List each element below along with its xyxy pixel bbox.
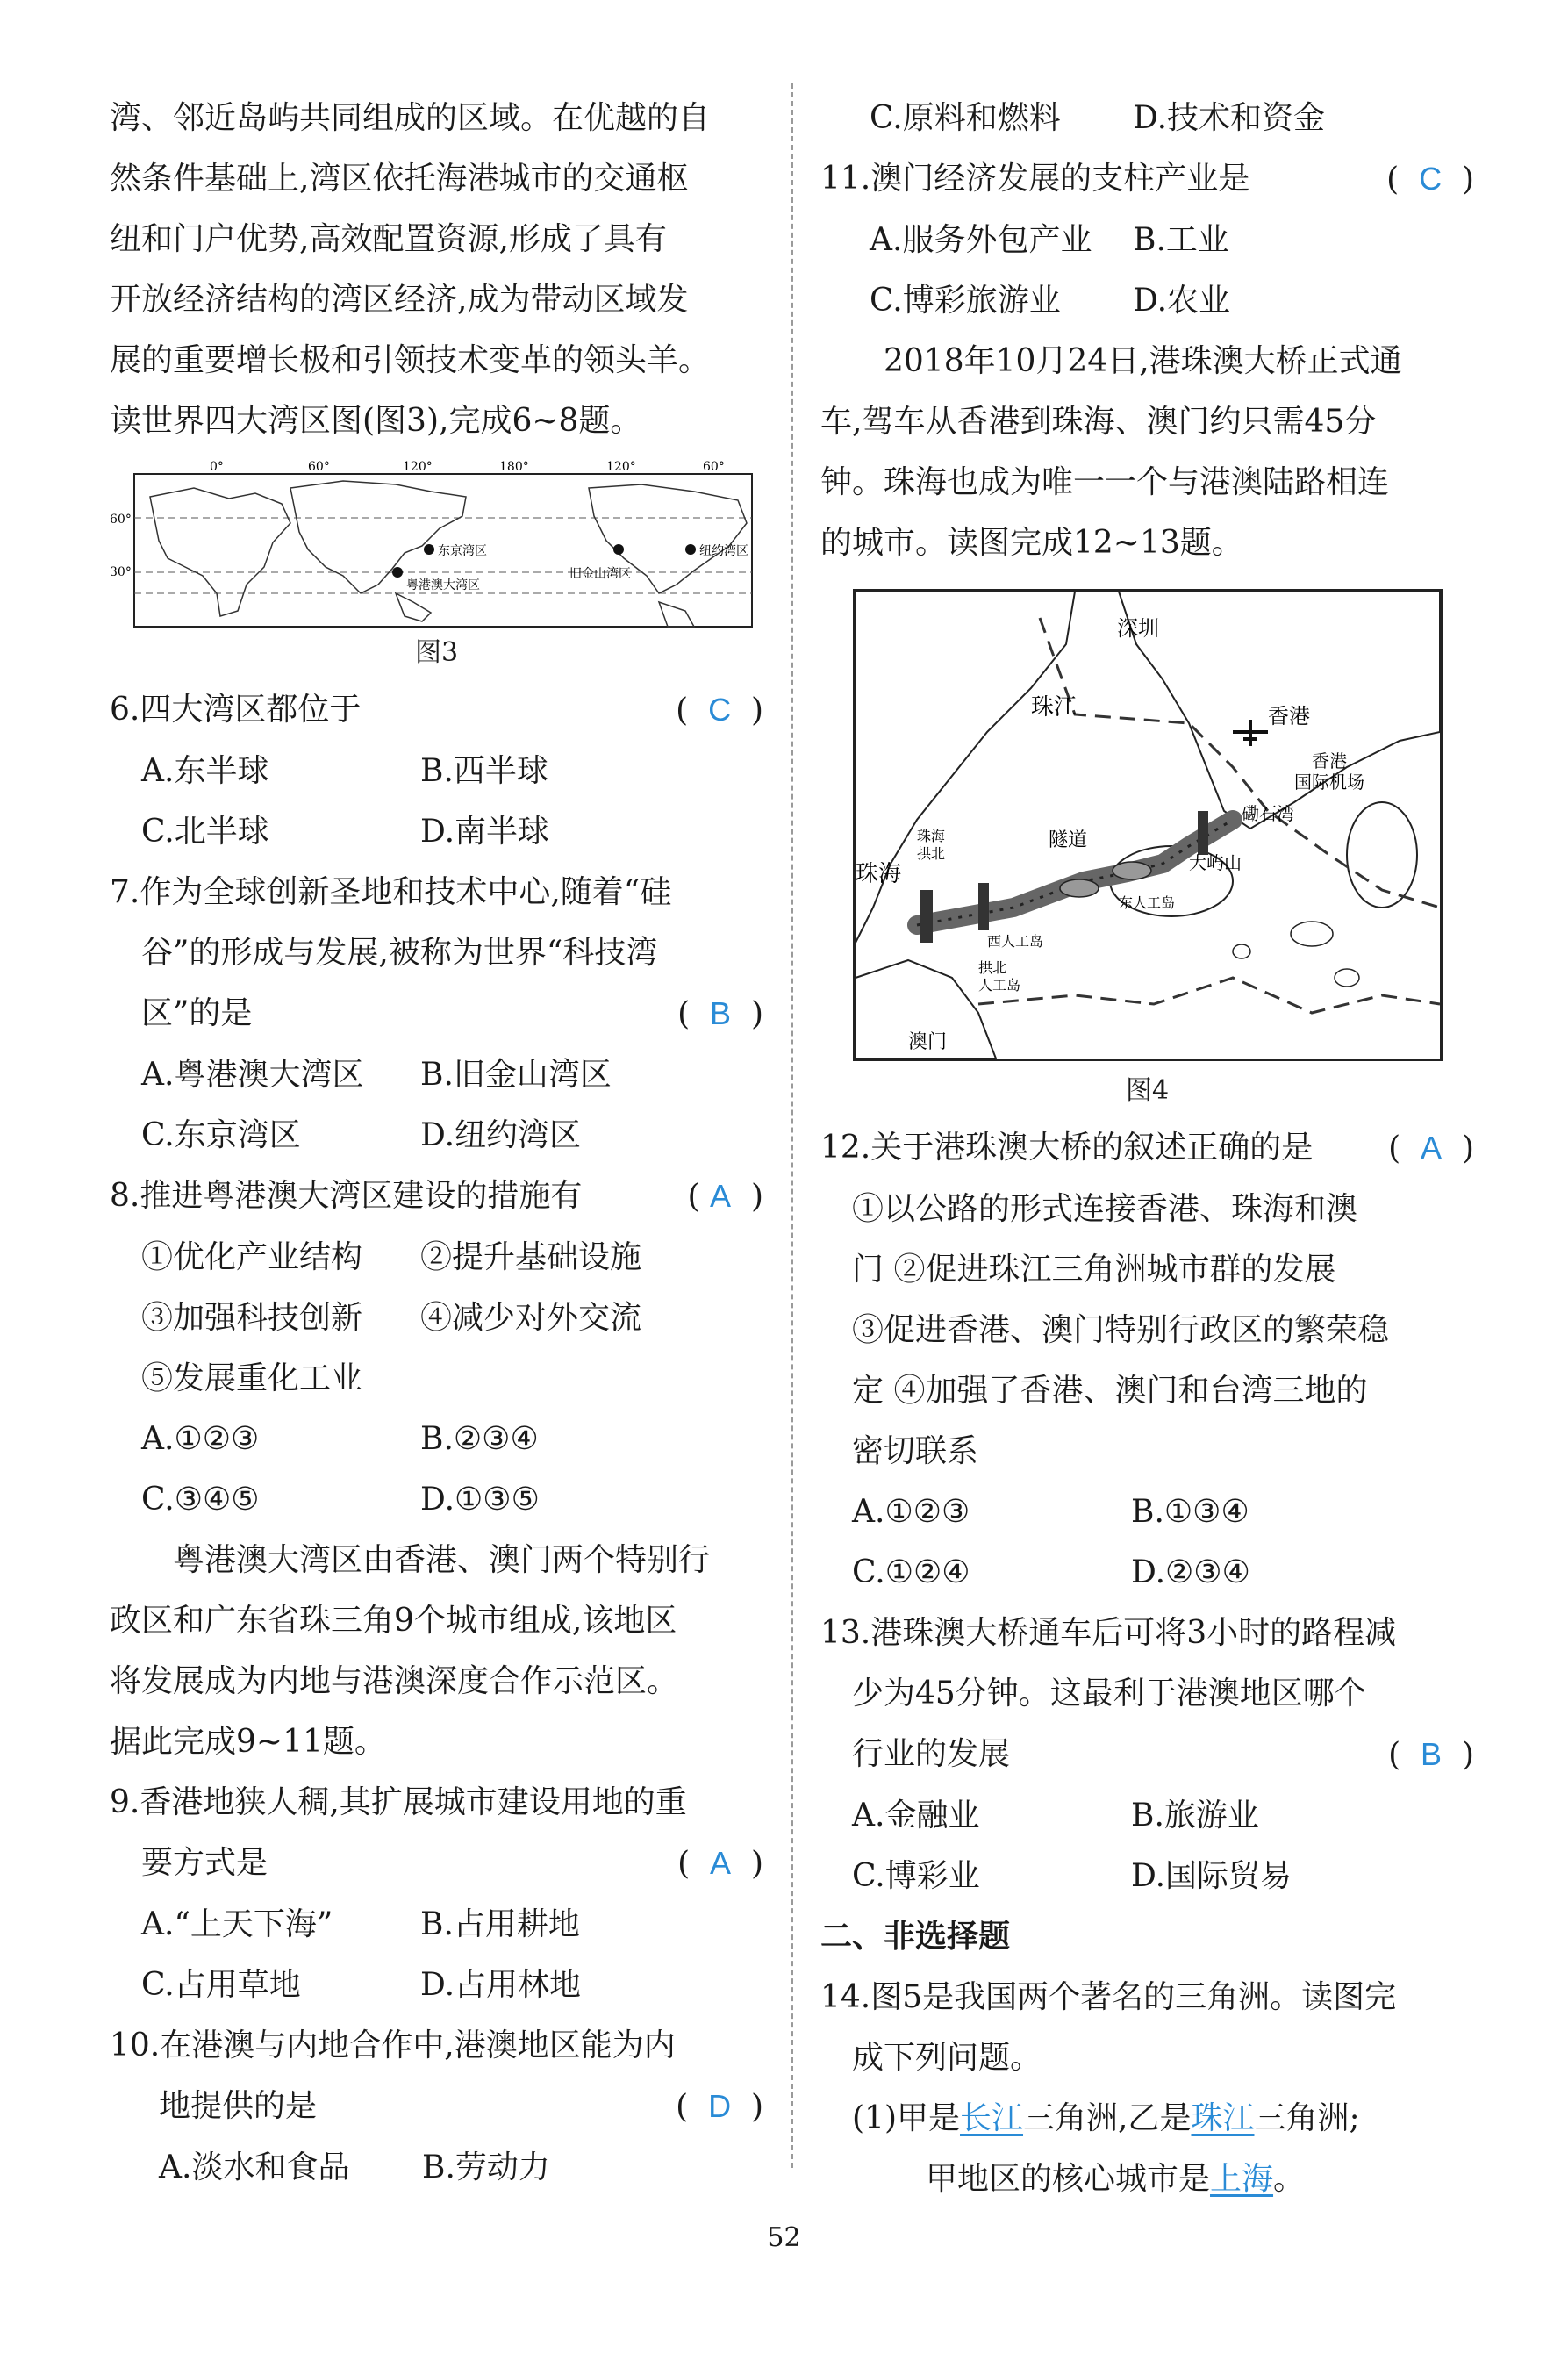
q14-sub1-suffix: 三角洲; [1254,2100,1360,2136]
q13-stem: 行业的发展 [852,1736,1011,1772]
q8-answer: A [710,1178,732,1214]
q8-item-5: ⑤发展重化工业 [141,1360,363,1396]
q7-stem: 区”的是 [141,995,253,1031]
q11-option-d: D.农业 [1133,283,1231,319]
q10-answer: D [708,2088,732,2124]
intro-line: 展的重要增长极和引领技术变革的领头羊。 [110,342,711,378]
q8-item-3: ③加强科技创新 [141,1300,363,1336]
q7-stem: 7.作为全球创新圣地和技术中心,随着“硅 [110,874,672,910]
q11-answer: C [1419,161,1443,197]
q12-line: ①以公路的形式连接香港、珠海和澳 [852,1191,1358,1227]
q13-option-b: B.旅游业 [1131,1798,1259,1834]
label-west-island: 西人工岛 [987,933,1044,950]
q11-stem: 11.澳门经济发展的支柱产业是 [820,161,1250,197]
east-island [1113,862,1151,879]
q7-answer: B [710,995,732,1031]
label-hongkong: 香港 [1268,704,1310,728]
figure-4-bridge-map [853,589,1443,1061]
label-shenzhen: 深圳 [1117,616,1159,641]
q14-sub1-prefix: (1)甲是 [852,2100,960,2136]
intro-line: 湾、邻近岛屿共同组成的区域。在优越的自 [110,100,711,136]
q12-option-c: C.①②④ [852,1554,970,1590]
sf-bay-point [613,544,624,555]
lat-label: 60° [110,513,132,527]
world-bay-areas-map [110,460,755,628]
question-6 [110,679,763,741]
label-zhuhai: 珠海 [856,861,902,887]
label-guangdong: 粤港澳大湾区 [406,578,480,592]
q9-option-a: A.“上天下海” [141,1906,333,1942]
right-column [820,88,1474,2209]
answer-paren: ( A ) [677,1845,763,1882]
q13-option-c: C.博彩业 [852,1858,980,1894]
q6-option-c: C.北半球 [141,814,269,850]
lon-label: 120° [403,460,433,474]
answer-paren: ( D ) [676,2088,763,2125]
q7-stem: 谷”的形成与发展,被称为世界“科技湾 [141,935,658,971]
q14-stem: 成下列问题。 [852,2040,1042,2076]
q10-stem: 10.在港澳与内地合作中,港澳地区能为内 [110,2027,676,2063]
q9-option-c: C.占用草地 [141,1967,301,2003]
answer-paren: ( A ) [687,1178,763,1215]
q10-option-c: C.原料和燃料 [870,100,1061,136]
q11-option-a: A.服务外包产业 [870,222,1092,258]
q11-option-b: B.工业 [1133,222,1229,258]
q6-option-b: B.西半球 [420,753,548,789]
figure-3-world-map [110,460,755,628]
page-number: 52 [767,2222,801,2253]
q9-option-d: D.占用林地 [420,1967,582,2003]
q11-options-row [820,210,1474,270]
lon-label: 120° [606,460,636,474]
passage3-line: 的城市。读图完成12~13题。 [820,525,1243,561]
q7-options-row [110,1044,763,1105]
q6-option-a: A.东半球 [141,753,269,789]
lon-label: 60° [703,460,725,474]
lon-label: 0° [210,460,224,474]
q12-option-d: D.②③④ [1131,1554,1250,1590]
q12-option-b: B.①③④ [1131,1494,1249,1530]
q14-sub1-mid: 三角洲,乙是 [1023,2100,1192,2136]
lon-label: 60° [308,460,330,474]
figure-4-caption: 图4 [1125,1075,1170,1106]
q6-answer: C [708,692,732,728]
q14-line2-suffix: 。 [1273,2161,1306,2197]
q13-stem: 13.港珠澳大桥通车后可将3小时的路程减 [820,1615,1397,1651]
q7-option-a: A.粤港澳大湾区 [141,1057,364,1093]
west-island [1060,879,1099,897]
hzmb-map [856,592,1440,1059]
q8-item-2: ②提升基础设施 [420,1239,642,1275]
label-gongbei-ren-1: 拱北 [978,959,1007,976]
passage3-line: 钟。珠海也成为唯一一个与港澳陆路相连 [820,464,1390,500]
q8-option-c: C.③④⑤ [141,1482,260,1518]
answer-paren: ( C ) [1386,161,1474,197]
q14-stem: 14.图5是我国两个著名的三角洲。读图完 [820,1979,1397,2015]
q13-stem: 少为45分钟。这最利于港澳地区哪个 [852,1676,1366,1712]
q9-options-row [110,1894,763,1955]
question-7-end [110,983,763,1044]
q14-fill-1: 长江 [960,2100,1024,2136]
q9-stem: 要方式是 [141,1845,268,1881]
q13-options-row [820,1846,1474,1906]
q8-options-row [110,1409,763,1469]
q12-line: 密切联系 [852,1433,979,1469]
intro-line: 开放经济结构的湾区经济,成为带动区域发 [110,282,689,318]
q6-options-row [110,741,763,801]
question-12 [820,1117,1474,1179]
guangdong-bay-point [392,567,403,578]
label-airport-2: 国际机场 [1294,772,1364,793]
q10-option-a: A.淡水和食品 [159,2149,350,2185]
ny-bay-point [685,544,696,555]
intro-line: 读世界四大湾区图(图3),完成6~8题。 [110,403,642,439]
label-gongbei-ren-2: 人工岛 [978,977,1021,994]
q9-options-row [110,1955,763,2015]
q14-line2-prefix: 甲地区的核心城市是 [926,2161,1211,2197]
q13-option-d: D.国际贸易 [1131,1858,1292,1894]
q10-option-b: B.劳动力 [422,2149,550,2185]
question-13-end [820,1724,1474,1785]
passage3-line: 2018年10月24日,港珠澳大桥正式通 [884,343,1402,379]
q14-fill-3: 上海 [1210,2161,1274,2197]
question-8 [110,1166,763,1227]
column-divider [791,83,793,2168]
q9-answer: A [710,1845,732,1881]
passage2-line: 据此完成9~11题。 [110,1724,386,1760]
q8-option-a: A.①②③ [141,1421,260,1457]
q10-stem: 地提供的是 [159,2088,318,2124]
q12-answer: A [1421,1130,1443,1166]
q12-option-a: A.①②③ [852,1494,970,1530]
q9-option-b: B.占用耕地 [420,1906,580,1942]
q12-line: 门 ②促进珠江三角洲城市群的发展 [852,1252,1336,1288]
intro-line: 纽和门户优势,高效配置资源,形成了具有 [110,221,667,257]
q10-options-row-cont [820,88,1474,148]
q12-stem: 12.关于港珠澳大桥的叙述正确的是 [820,1130,1314,1166]
q14-fill-2: 珠江 [1191,2100,1255,2136]
q14-sub1-line2 [820,2149,1474,2209]
q8-items-row [110,1288,763,1348]
lon-label: 180° [499,460,529,474]
q12-line: ③促进香港、澳门特别行政区的繁荣稳 [852,1312,1390,1348]
q6-options-row [110,801,763,862]
passage3-line: 车,驾车从香港到珠海、澳门约只需45分 [820,404,1377,440]
label-zhujiang: 珠江 [1031,694,1078,721]
label-gongbei-1: 珠海 [917,828,946,844]
q8-option-b: B.②③④ [420,1421,539,1457]
bridge-pylon [920,890,933,943]
tokyo-bay-point [424,544,434,555]
bridge-pylon [978,883,989,930]
section-heading: 二、非选择题 [820,1919,1011,1955]
q12-options-row [820,1542,1474,1603]
q11-option-c: C.博彩旅游业 [870,283,1061,319]
q6-option-d: D.南半球 [420,814,550,850]
q13-options-row [820,1785,1474,1846]
q14-sub1 [820,2088,1474,2149]
q6-stem: 6.四大湾区都位于 [110,692,362,728]
label-gongbei-2: 拱北 [917,845,946,862]
label-macau: 澳门 [908,1031,948,1053]
answer-paren: ( B ) [677,995,763,1032]
label-ny: 纽约湾区 [699,544,748,558]
q13-answer: B [1421,1736,1443,1772]
label-shanshiwan: 磡石湾 [1242,803,1294,824]
q11-options-row [820,270,1474,331]
lat-label: 30° [110,565,132,579]
question-9-end [110,1833,763,1894]
left-column [110,88,763,2198]
q12-line: 定 ④加强了香港、澳门和台湾三地的 [852,1373,1368,1409]
label-airport-1: 香港 [1312,750,1347,772]
intro-line: 然条件基础上,湾区依托海港城市的交通枢 [110,161,689,197]
answer-paren: ( B ) [1388,1736,1474,1773]
q10-option-d: D.技术和资金 [1133,100,1326,136]
q9-stem: 9.香港地狭人稠,其扩展城市建设用地的重 [110,1784,687,1820]
q8-options-row [110,1469,763,1530]
question-11 [820,148,1474,210]
label-tokyo: 东京湾区 [438,544,487,558]
q13-option-a: A.金融业 [852,1798,980,1834]
q8-item-1: ①优化产业结构 [141,1239,363,1275]
q7-option-d: D.纽约湾区 [420,1117,582,1153]
q8-item-4: ④减少对外交流 [420,1300,642,1336]
q7-option-c: C.东京湾区 [141,1117,301,1153]
passage2-line: 政区和广东省珠三角9个城市组成,该地区 [110,1603,677,1639]
passage2-line: 粤港澳大湾区由香港、澳门两个特别行 [173,1542,711,1578]
label-tunnel: 隧道 [1049,829,1088,851]
label-lantau: 大屿山 [1189,852,1242,873]
figure-3-caption: 图3 [414,637,459,668]
bridge-pylon [1198,811,1208,855]
q8-stem: 8.推进粤港澳大湾区建设的措施有 [110,1178,583,1214]
q7-option-b: B.旧金山湾区 [420,1057,612,1093]
q10-options-row [110,2137,763,2198]
question-10-end [110,2076,763,2137]
label-east-island: 东人工岛 [1119,894,1176,911]
label-sf: 旧金山湾区 [569,567,631,581]
q8-items-row [110,1227,763,1288]
q7-options-row [110,1105,763,1166]
answer-paren: ( C ) [676,692,763,728]
q8-option-d: D.①③⑤ [420,1482,540,1518]
passage2-line: 将发展成为内地与港澳深度合作示范区。 [110,1663,679,1699]
answer-paren: ( A ) [1388,1130,1474,1166]
q12-options-row [820,1482,1474,1542]
